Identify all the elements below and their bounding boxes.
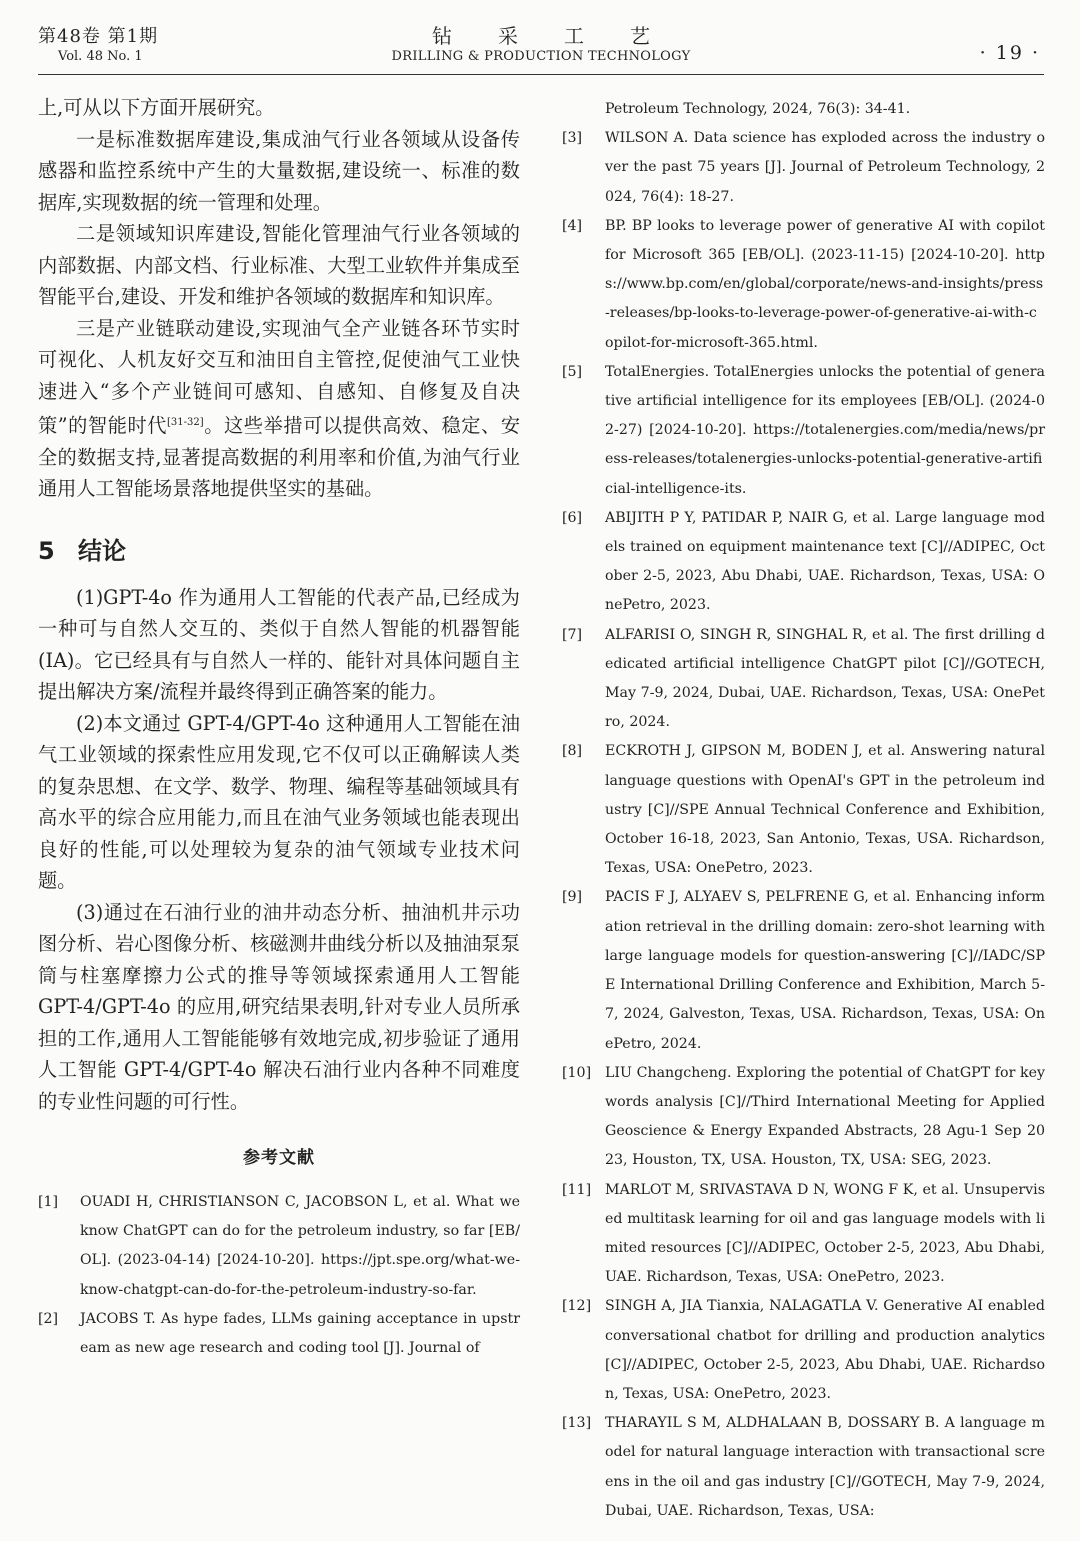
reference-item	[562, 212, 1045, 358]
paragraph-text: 。这些举措可以提供高效、稳定、安全的数据支持,显著提高数据的利用率和价值,为油气行业通用人工智能场景落地提供坚实的基础。	[38, 414, 521, 500]
reference-item	[562, 1176, 1045, 1293]
page-number: · 19 ·	[979, 42, 1040, 64]
section-title: 结论	[78, 536, 126, 565]
conclusion-1: (1)GPT-4o 作为通用人工智能的代表产品,已经成为一种可与自然人交互的、类似于自然人智能的机器智能(IA)。它已经具有与自然人一样的、能针对具体问题自主提出解决方案/流程并最终得到正确答案的能力。	[38, 585, 520, 703]
reference-text: BP. BP looks to leverage power of generative AI with copilot for Microsoft 365 [EB/OL]. (2023-11-15) [2024-10-20]. https://www.bp.com/en/global/corporate/news-and-insights/press-releases/bp-looks-to-leverage-power-of-generative-ai-with-copilot-for-microsoft-365.html.	[605, 217, 1045, 351]
reference-item	[38, 1188, 520, 1305]
paragraph-text: 三是产业链联动建设,实现油气全产业链各环节实时可视化、人机友好交互和油田自主管控,促使油气工业快速进入“多个产业链间可感知、自感知、自修复及自决策”的智能时代	[38, 316, 520, 437]
reference-text: OUADI H, CHRISTIANSON C, JACOBSON L, et al. What we know ChatGPT can do for the petroleum industry, so far [EB/OL]. (2023-04-14) [2024-10-20]. https://jpt.spe.org/what-we-know-chatgpt-can-do-for-the-petroleum-industry-so-far.	[80, 1194, 520, 1298]
body-paragraph-intro: 上,可从以下方面开展研究。	[38, 96, 275, 119]
reference-number: [13]	[562, 1415, 592, 1432]
reference-text: SINGH A, JIA Tianxia, NALAGATLA V. Generative AI enabled conversational chatbot for drilling and production analytics [C]//ADIPEC, October 2-5, 2023, Abu Dhabi, UAE. Richardson, Texas, USA: OnePetro, 2023.	[605, 1298, 1045, 1402]
reference-text: PACIS F J, ALYAEV S, PELFRENE G, et al. Enhancing information retrieval in the drilling domain: zero-shot learning with large language models for question-answering [C]//IADC/SPE International Drilling Conference and Exhibition, March 5-7, 2024, Galveston, Texas, USA. Richardson, Texas, USA: OnePetro, 2024.	[605, 889, 1045, 1052]
reference-item	[562, 504, 1045, 621]
volume-issue-en: Vol. 48 No. 1	[58, 49, 143, 64]
reference-number: [10]	[562, 1064, 592, 1081]
reference-number: [2]	[38, 1310, 59, 1327]
reference-number: [11]	[562, 1181, 592, 1198]
reference-text: TotalEnergies. TotalEnergies unlocks the potential of generative artificial intelligence for its employees [EB/OL]. (2024-02-27) [2024-10-20]. https://totalenergies.com/media/news/press-releases/totalenergies-unlocks-potential-generative-artificial-intelligence-its.	[605, 363, 1045, 497]
right-column	[562, 95, 1045, 1526]
reference-item	[562, 737, 1045, 883]
body-paragraph-industry-chain	[38, 313, 520, 505]
reference-number: [6]	[562, 509, 583, 526]
reference-item	[562, 358, 1045, 504]
reference-item	[562, 124, 1045, 212]
reference-number: [3]	[562, 130, 583, 147]
reference-text: JACOBS T. As hype fades, LLMs gaining acceptance in upstream as new age research and coding tool [J]. Journal of	[80, 1310, 520, 1357]
reference-number: [8]	[562, 743, 583, 760]
reference-text: ALFARISI O, SINGH R, SINGHAL R, et al. The first drilling dedicated artificial intelligence ChatGPT pilot [C]//GOTECH, May 7-9, 2024, Dubai, UAE. Richardson, Texas, USA: OnePetro, 2024.	[605, 626, 1045, 731]
reference-item	[562, 621, 1045, 738]
running-header	[38, 18, 1044, 74]
reference-text: WILSON A. Data science has exploded across the industry over the past 75 years [J]. Journal of Petroleum Technology, 2024, 76(4): 18-27.	[605, 130, 1045, 205]
section-number: 5	[38, 536, 55, 565]
citation-superscript: [31-32]	[167, 417, 204, 428]
reference-text: LIU Changcheng. Exploring the potential of ChatGPT for keywords analysis [C]//Third International Meeting for Applied Geoscience & Energy Expanded Abstracts, 28 Agu-1 Sep 2023, Houston, TX, USA. Houston, TX, USA: SEG, 2023.	[605, 1064, 1045, 1169]
reference-text: THARAYIL S M, ALDHALAAN B, DOSSARY B. A language model for natural language interaction with transactional screens in the oil and gas industry [C]//GOTECH, May 7-9, 2024, Dubai, UAE. Richardson, Texas, USA:	[605, 1415, 1045, 1519]
left-column	[38, 92, 520, 1363]
reference-item	[562, 1059, 1045, 1176]
references-heading: 参考文献	[243, 1148, 315, 1168]
journal-title-en: DRILLING & PRODUCTION TECHNOLOGY	[391, 49, 691, 64]
reference-item	[38, 1305, 520, 1363]
reference-item	[562, 1292, 1045, 1409]
conclusion-3: (3)通过在石油行业的油井动态分析、抽油机井示功图分析、岩心图像分析、核磁测井曲线分析以及抽油泵泵筒与柱塞摩擦力公式的推导等领域探索通用人工智能 GPT-4/GPT-4o 的应用,研究结果表明,针对专业人员所承担的工作,通用人工智能能够有效地完成,初步验证了通用人工智能 GPT-4/GPT-4o 解决石油行业内各种不同难度的专业性问题的可行性。	[38, 900, 520, 1113]
reference-continuation: Petroleum Technology, 2024, 76(3): 34-41.	[605, 101, 911, 117]
reference-number: [5]	[562, 363, 583, 380]
header-rule	[38, 74, 1044, 75]
reference-number: [1]	[38, 1194, 59, 1210]
volume-issue-cn: 第48卷 第1期	[38, 26, 159, 47]
journal-title-cn: 钻采工艺	[432, 24, 696, 48]
reference-number: [12]	[562, 1298, 592, 1315]
section-heading	[38, 531, 520, 566]
conclusion-2: (2)本文通过 GPT-4/GPT-4o 这种通用人工智能在油气工业领域的探索性应用发现,它不仅可以正确解读人类的复杂思想、在文学、数学、物理、编程等基础领域具有高水平的综合应用能力,而且在油气业务领域也能表现出良好的性能,可以处理较为复杂的油气领域专业技术问题。	[38, 711, 520, 892]
reference-text: ABIJITH P Y, PATIDAR P, NAIR G, et al. Large language models trained on equipment maintenance text [C]//ADIPEC, October 2-5, 2023, Abu Dhabi, UAE. Richardson, Texas, USA: OnePetro, 2023.	[605, 509, 1045, 614]
reference-text: MARLOT M, SRIVASTAVA D N, WONG F K, et al. Unsupervised multitask learning for oil and gas language models with limited resources [C]//ADIPEC, October 2-5, 2023, Abu Dhabi, UAE. Richardson, Texas, USA: OnePetro, 2023.	[605, 1181, 1045, 1286]
reference-number: [4]	[562, 217, 583, 234]
reference-number: [9]	[562, 889, 583, 906]
reference-item	[562, 883, 1045, 1058]
body-paragraph-database: 一是标准数据库建设,集成油气行业各领域从设备传感器和监控系统中产生的大量数据,建设统一、标准的数据库,实现数据的统一管理和处理。	[38, 127, 520, 214]
reference-item	[562, 1409, 1045, 1526]
reference-number: [7]	[562, 626, 583, 643]
body-paragraph-knowledge-base: 二是领域知识库建设,智能化管理油气行业各领域的内部数据、内部文档、行业标准、大型工业软件并集成至智能平台,建设、开发和维护各领域的数据库和知识库。	[38, 222, 520, 308]
reference-text: ECKROTH J, GIPSON M, BODEN J, et al. Answering natural language questions with OpenAI's GPT in the petroleum industry [C]//SPE Annual Technical Conference and Exhibition, October 16-18, 2023, San Antonio, Texas, USA. Richardson, Texas, USA: OnePetro, 2023.	[605, 743, 1045, 877]
